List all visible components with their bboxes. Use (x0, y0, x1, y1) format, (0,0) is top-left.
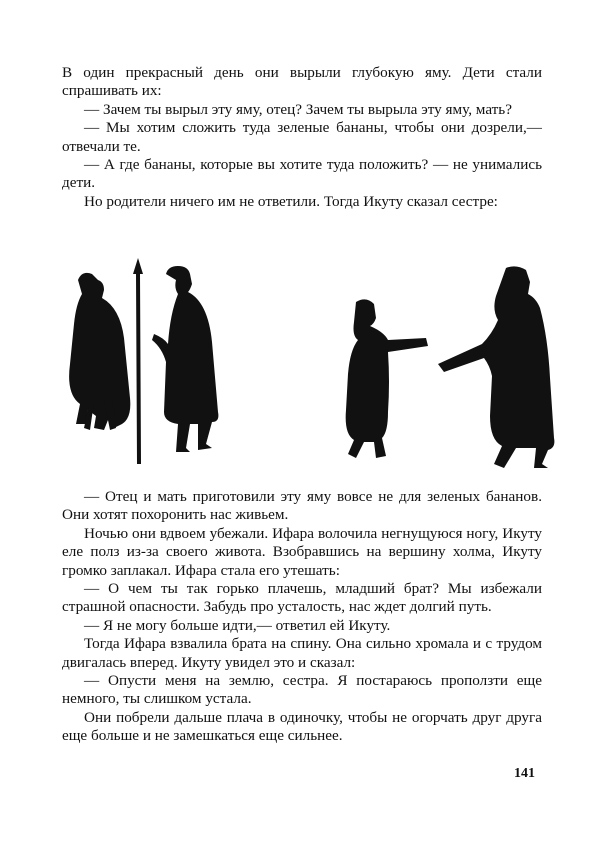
text-block-top (62, 64, 542, 211)
paragraph: В один прекрасный день они вырыли глубокую яму. Дети стали спрашивать их: (62, 64, 542, 100)
paragraph: — О чем ты так горько плачешь, младший брат? Мы избежали страшной опасности. Забудь про усталость, нас ждет долгий путь. (62, 580, 542, 616)
child-figure (346, 299, 428, 458)
paragraph: — Я не могу больше идти,— ответил ей Икуту. (84, 616, 391, 634)
paragraph: — Мы хотим сложить туда зеленые бананы, чтобы они дозрели,— отвечали те. (62, 119, 542, 155)
paragraph: Тогда Ифара взвалила брата на спину. Она сильно хромала и с трудом двигалась вперед. Икуту увидел это и сказал: (62, 635, 542, 671)
paragraph: Но родители ничего им не ответили. Тогда Икуту сказал сестре: (84, 192, 498, 210)
paragraph: — А где бананы, которые вы хотите туда положить? — не унимались дети. (62, 156, 542, 192)
paragraph: Ночью они вдвоем убежали. Ифара волочила негнущуюся ногу, Икуту еле полз из-за своего живота. Взобравшись на вершину холма, Икуту громко заплакал. Ифара стала его утешать: (62, 524, 542, 579)
text-block-bottom (62, 488, 542, 746)
illustration-silhouettes (0, 250, 600, 480)
adult-figure (438, 266, 554, 468)
paragraph: Они побрели дальше плача в одиночку, чтобы не огорчать друг друга еще больше и не замешкаться еще сильнее. (62, 708, 542, 745)
parents-silhouette-figure (69, 273, 130, 430)
paragraph: — Опусти меня на землю, сестра. Я постараюсь проползти еще немного, ты слишком устала. (62, 672, 542, 708)
page-number: 141 (514, 766, 535, 781)
paragraph: — Отец и мать приготовили эту яму вовсе не для зеленых бананов. Они хотят похоронить нас живьем. (62, 488, 542, 524)
parent-with-spear-figure (133, 258, 218, 464)
paragraph: — Зачем ты вырыл эту яму, отец? Зачем ты вырыла эту яму, мать? (84, 100, 512, 118)
